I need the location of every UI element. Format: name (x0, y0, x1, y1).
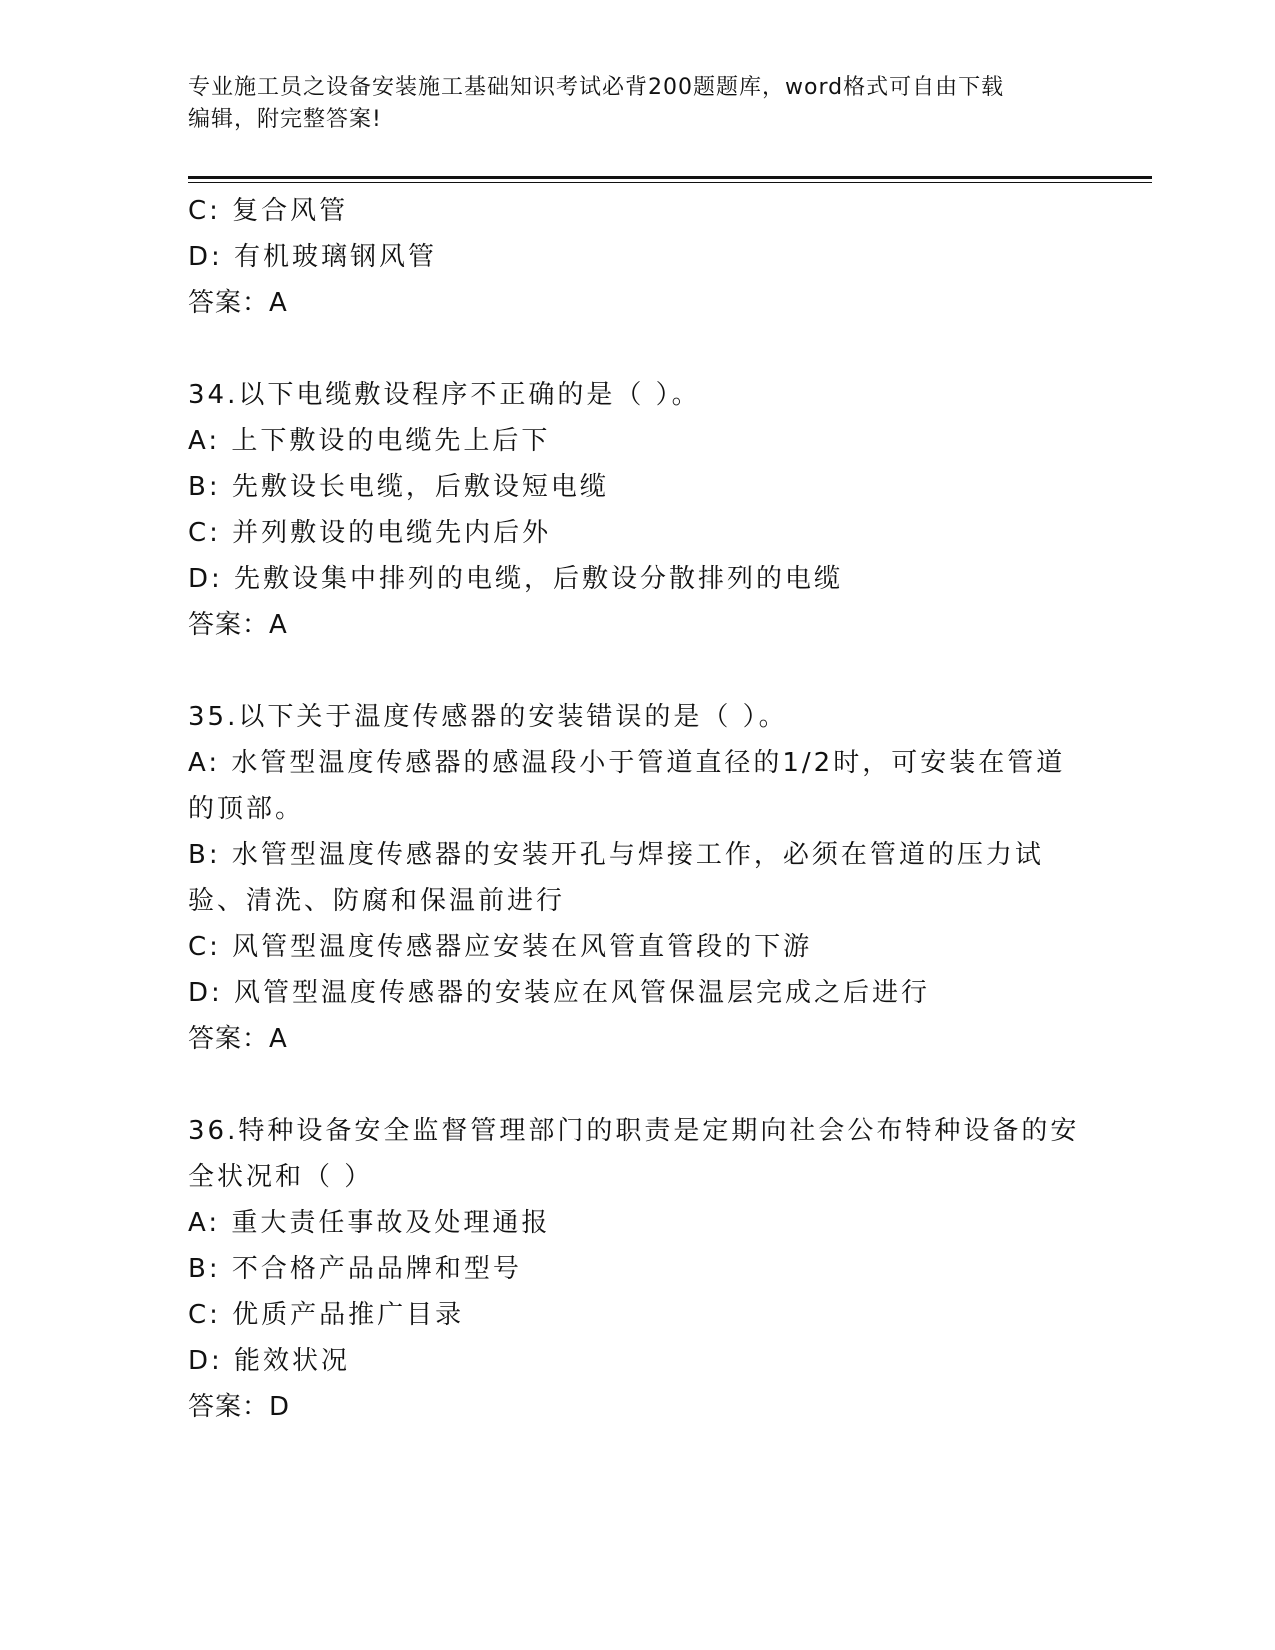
question-title: 35.以下关于温度传感器的安装错误的是（ ）。 (188, 702, 788, 732)
option-b: B: 先敷设长电缆，后敷设短电缆 (188, 472, 609, 502)
option-c: C: 并列敷设的电缆先内后外 (188, 518, 552, 548)
option-a: A: 重大责任事故及处理通报 (188, 1208, 551, 1238)
question-title: 34.以下电缆敷设程序不正确的是（ ）。 (188, 380, 701, 410)
option-c: C: 优质产品推广目录 (188, 1300, 465, 1330)
answer-line: 答案：A (188, 1024, 288, 1054)
question-36 (188, 1108, 1088, 1430)
header-line-2: 编辑，附完整答案! (188, 107, 382, 132)
option-d: D: 能效状况 (188, 1346, 351, 1376)
question-35 (188, 694, 1088, 1062)
answer-line: 答案：A (188, 610, 288, 640)
document-header (188, 72, 1068, 136)
spacer (188, 326, 1088, 372)
spacer (188, 1062, 1088, 1108)
question-title: 36.特种设备安全监督管理部门的职责是定期向社会公布特种设备的安全状况和（ ） (188, 1116, 1080, 1192)
spacer (188, 648, 1088, 694)
header-line-1: 专业施工员之设备安装施工基础知识考试必背200题题库，word格式可自由下载 (188, 75, 1005, 100)
option-d: D: 风管型温度传感器的安装应在风管保温层完成之后进行 (188, 978, 931, 1008)
option-b: B: 水管型温度传感器的安装开孔与焊接工作，必须在管道的压力试验、清洗、防腐和保温前进行 (188, 840, 1044, 916)
document-body (188, 188, 1088, 1430)
header-rule-thick (188, 176, 1152, 179)
option-a: A: 上下敷设的电缆先上后下 (188, 426, 551, 456)
option-c: C: 风管型温度传感器应安装在风管直管段的下游 (188, 932, 813, 962)
option-b: B: 不合格产品品牌和型号 (188, 1254, 522, 1284)
answer-line: 答案：A (188, 288, 288, 318)
header-rule-thin (188, 182, 1152, 183)
continued-question (188, 188, 1088, 326)
option-d: D: 先敷设集中排列的电缆，后敷设分散排列的电缆 (188, 564, 844, 594)
answer-line: 答案：D (188, 1392, 291, 1422)
option-d: D: 有机玻璃钢风管 (188, 242, 438, 272)
question-34 (188, 372, 1088, 648)
option-a: A: 水管型温度传感器的感温段小于管道直径的1/2时，可安装在管道的顶部。 (188, 748, 1066, 824)
option-c: C: 复合风管 (188, 196, 349, 226)
